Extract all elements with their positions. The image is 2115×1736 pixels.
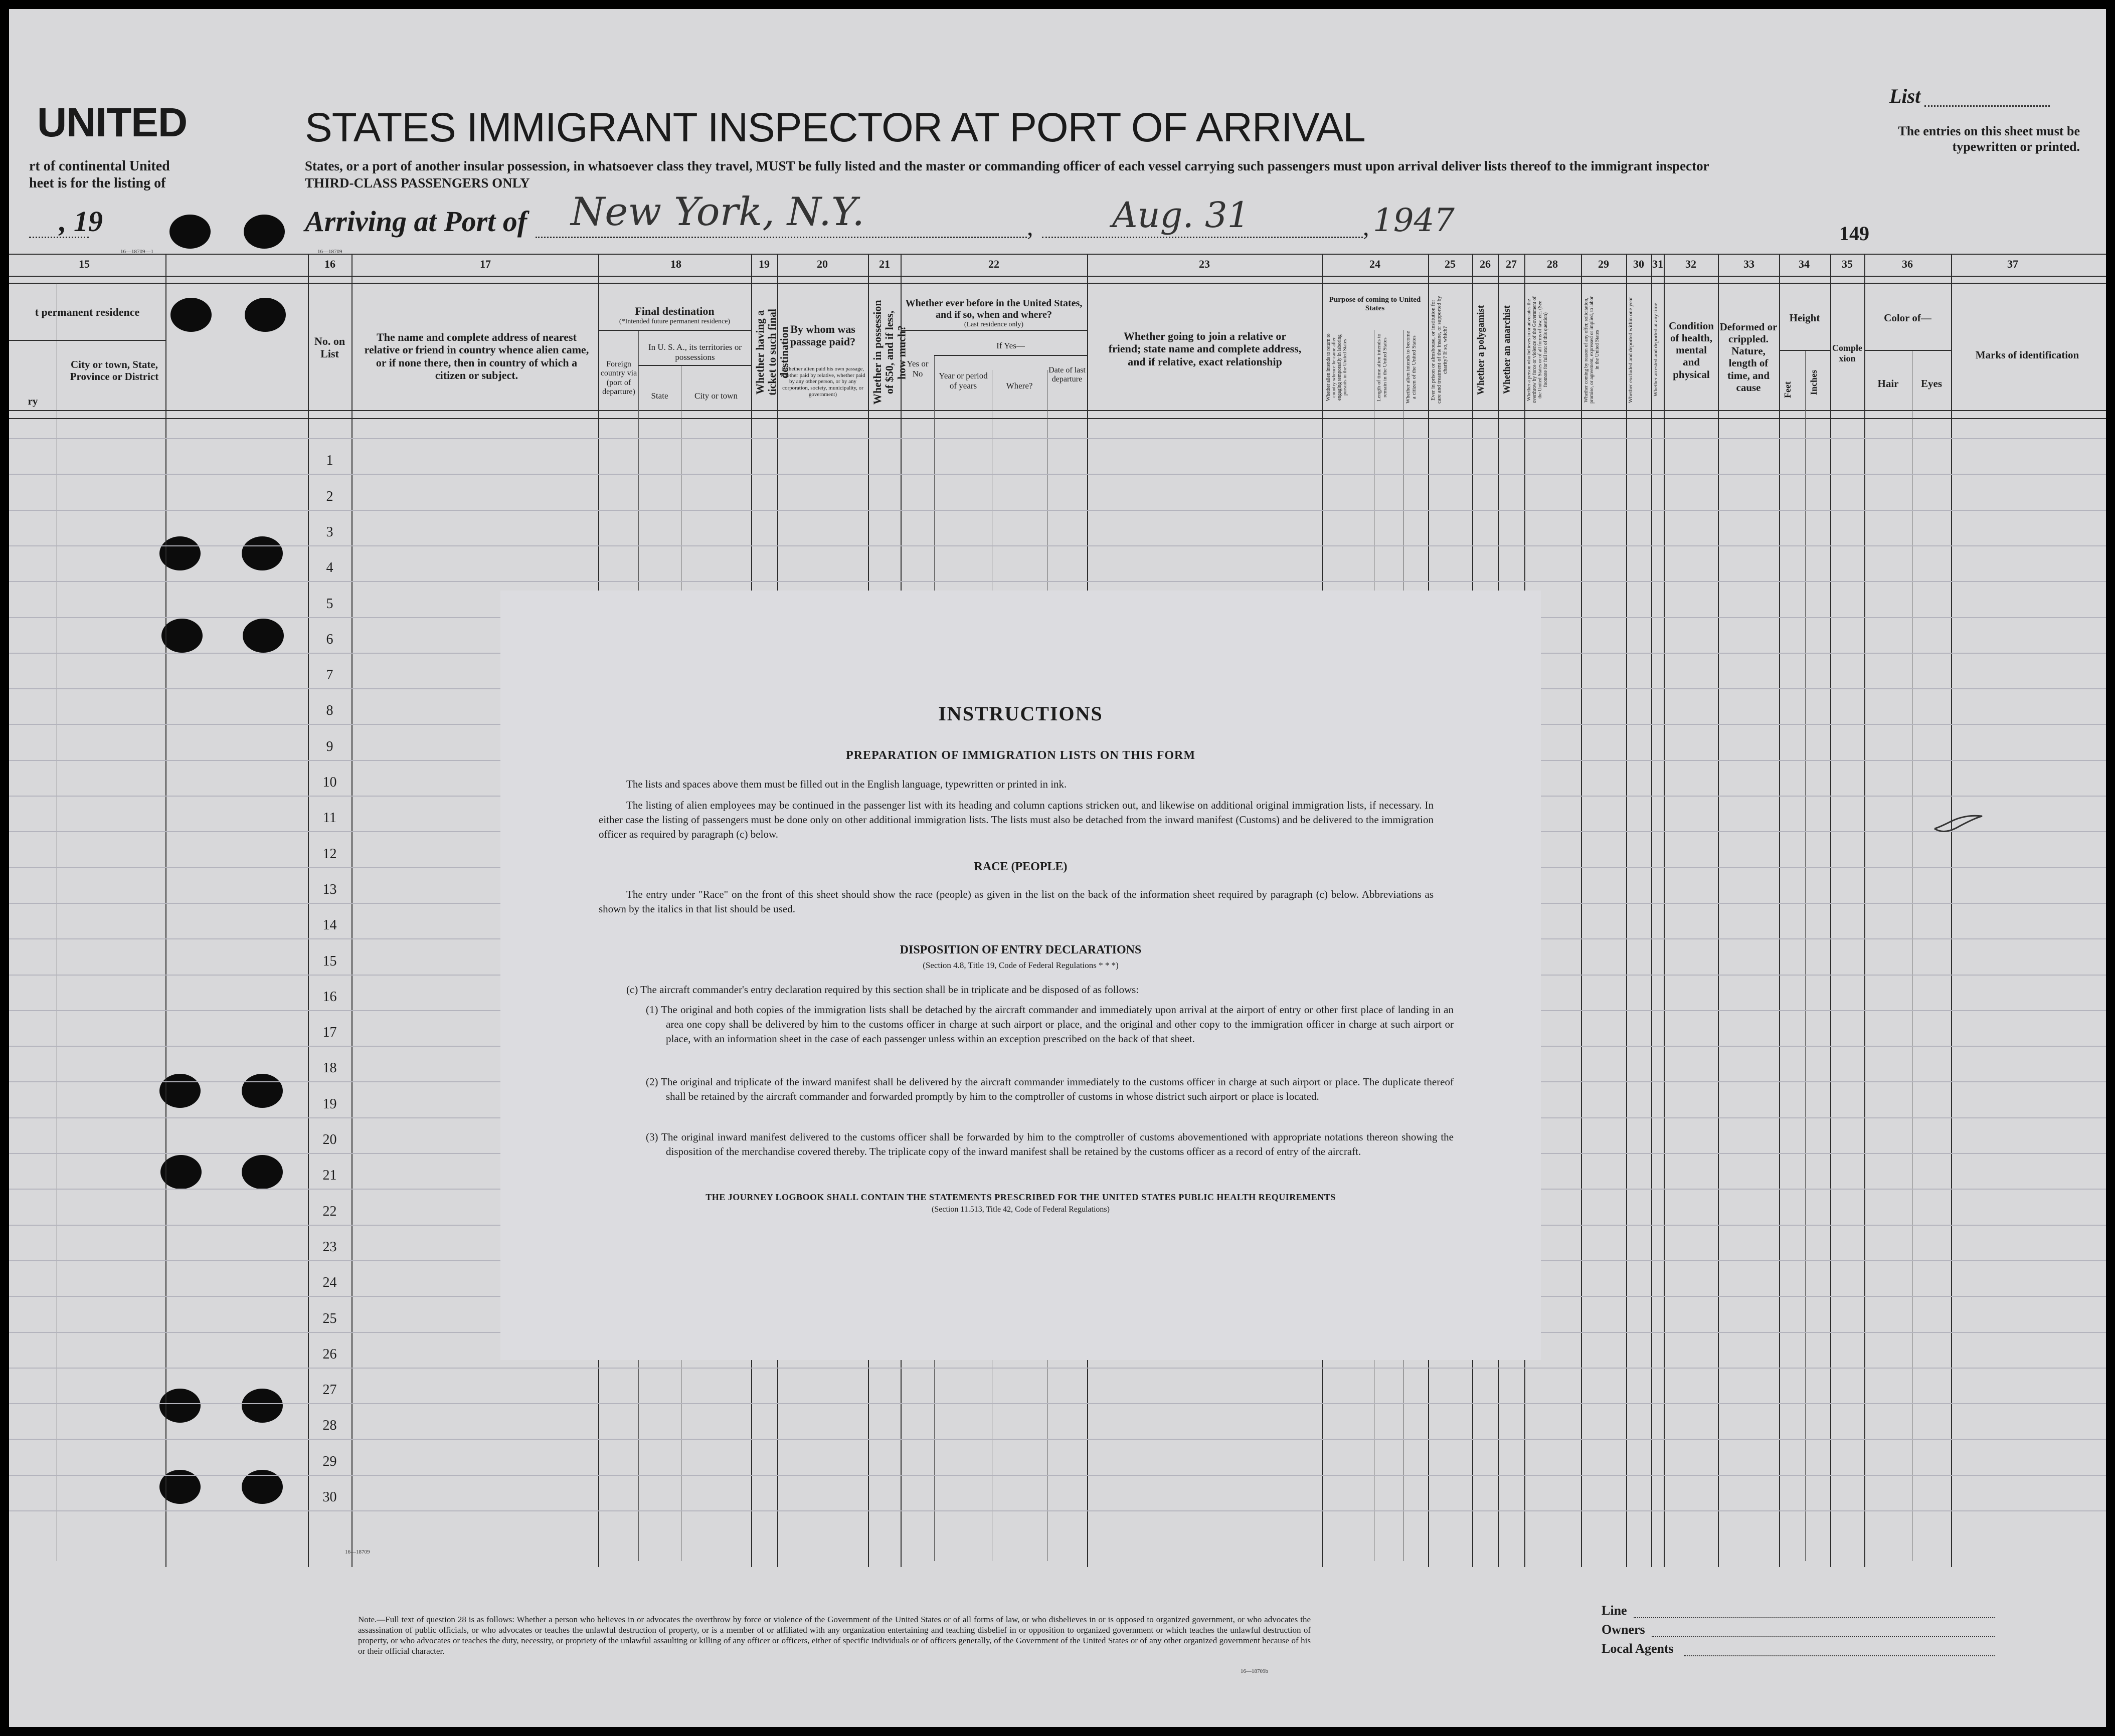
instructions-heading-1: PREPARATION OF IMMIGRATION LISTS ON THIS FORM <box>845 749 1196 762</box>
column-number: 25 <box>1445 258 1456 270</box>
column-number: 21 <box>879 258 890 270</box>
punch-hole <box>161 619 203 653</box>
col24-b: Length of time alien intends to remain in the United States <box>1376 333 1388 402</box>
row-number: 7 <box>326 667 333 683</box>
page-title: STATES IMMIGRANT INSPECTOR AT PORT OF ARRIVAL <box>305 105 1365 150</box>
row-number: 13 <box>322 882 337 897</box>
col32-header: Condition of health, mental and physical <box>1669 320 1714 380</box>
row-number: 11 <box>323 810 336 826</box>
row-number: 12 <box>322 846 337 862</box>
row-number: 15 <box>322 953 337 969</box>
row-rule <box>9 1403 2106 1404</box>
punch-hole <box>170 298 212 332</box>
row-number: 22 <box>322 1204 337 1219</box>
column-number: 37 <box>2007 258 2018 270</box>
column-number: 17 <box>480 258 491 270</box>
col16-header: No. on List <box>314 335 345 360</box>
punch-hole <box>160 1155 202 1189</box>
column-number: 16 <box>324 258 335 270</box>
col18-city: City or town <box>694 391 738 401</box>
row-number: 9 <box>326 739 333 754</box>
row-rule <box>9 1439 2106 1440</box>
row-number: 19 <box>322 1096 337 1112</box>
column-number: 26 <box>1480 258 1491 270</box>
row-rule <box>9 545 2106 546</box>
instructions-panel <box>500 591 1541 1360</box>
column-number: 33 <box>1743 258 1754 270</box>
instructions-para-5: (1) The original and both copies of the immigration lists shall be detached by the aircraft commander and immediately upon arrival at the airport of entry or other first place of landing in an area one copy shall be delivered by him to the customs officer in charge at such airport or place, and the original and other copy to the immigration officer in charge at such airport or place, with an information sheet in the case of each passenger unless within an exception prescribed on the back of that sheet. <box>646 1004 1454 1045</box>
row-number: 8 <box>326 703 333 718</box>
col22-ifyes: If Yes— <box>996 341 1025 350</box>
column-number: 31 <box>1652 258 1663 270</box>
row-rule <box>9 438 2106 439</box>
row-number: 21 <box>322 1168 337 1183</box>
instructions-para-7: (3) The original inward manifest delivered to the customs officer shall be forwarded by him to the comptroller of customs abovementioned with appropriate notations thereon showing the disposition of the merchandise covered thereby. The triplicate copy of the inward manifest shall be retained by the customs officer as a record of entry of the aircraft. <box>646 1131 1454 1158</box>
col19-header: Whether having a ticket to such final destination <box>754 309 791 396</box>
column-number: 34 <box>1799 258 1810 270</box>
row-number: 2 <box>326 489 333 504</box>
col24-a: Whether alien intends to return to country whence he came after engaging temporarily in laboring pursuits in the United States <box>1326 333 1348 402</box>
column-number: 24 <box>1369 258 1380 270</box>
col18-title: Final destination <box>635 305 715 317</box>
column-number: 23 <box>1199 258 1210 270</box>
row-number: 16 <box>322 989 337 1005</box>
col15-header: t permanent residence <box>35 306 140 318</box>
row-number: 30 <box>322 1489 337 1505</box>
column-number: 20 <box>817 258 828 270</box>
year-handwritten: 1947 <box>1373 202 1455 239</box>
col25-header: Ever in prison or almshouse, or institution for care and treatment of the insane, or supported by charity? If so, which? <box>1430 296 1449 404</box>
header-instruction-line-1: States, or a port of another insular possession, in whatsoever class they travel, MUST be fully listed and the master or commanding officer of each vessel carrying such passengers must upon arrival deliver lists thereof to the immigrant inspector <box>305 158 1709 173</box>
row-rule <box>9 581 2106 582</box>
instructions-heading-2: RACE (PEOPLE) <box>974 860 1068 873</box>
col17-header: The name and complete address of nearest relative or friend in country whence alien came, or if none there, then in country of which a citizen or subject. <box>364 331 589 381</box>
col34-title: Height <box>1789 312 1820 324</box>
col15-left: ry <box>28 395 38 407</box>
sheet-number: 149 <box>1839 222 1869 245</box>
row-number: 10 <box>322 775 337 790</box>
row-number: 4 <box>326 560 333 575</box>
form-code: 16—18709 <box>345 1549 370 1555</box>
column-number: 22 <box>988 258 999 270</box>
punch-hole <box>242 1155 283 1189</box>
col34-feet: Feet <box>1783 381 1793 399</box>
instructions-title: INSTRUCTIONS <box>938 702 1103 725</box>
punch-hole <box>242 536 283 570</box>
row-number: 28 <box>322 1418 337 1433</box>
instructions-para-1: The lists and spaces above them must be filled out in the English language, typewritten or printed in ink. <box>626 778 1067 790</box>
col20-title: By whom was passage paid? <box>790 323 856 348</box>
col18-foreign: Foreign country via (port of departure) <box>600 360 637 397</box>
entries-note: The entries on this sheet must be typewritten or printed. <box>1898 124 2080 154</box>
row-number: 26 <box>322 1346 337 1362</box>
form-code: 16—18709 <box>317 249 342 255</box>
col33-header: Deformed or crippled. Nature, length of time, and cause <box>1719 321 1778 394</box>
row-number: 18 <box>322 1060 337 1076</box>
row-number: 14 <box>322 917 337 933</box>
port-handwritten: New York, N.Y. <box>571 189 865 235</box>
col23-header: Whether going to join a relative or friend; state name and complete address, and if relative, exact relationship <box>1108 330 1302 368</box>
footnote: Note.—Full text of question 28 is as follows: Whether a person who believes in or advocates the overthrow by force or violence of the Government of the United States or of all forms of law, or who disbelieves in or is opposed to organized government, or who advocates the assassination of public officials, or who advocates or teaches the unlawful destruction of property, or is a member of or affiliated with any organization entertaining and teaching disbelief in or opposition to organized government or which teaches the unlawful destruction of property, or who advocates or teaches the duty, necessity, or propriety of the unlawful assaulting or killing of any officer or officers, either of specific individuals or of officers generally, of the Government of the United States or of any other organized government because of his or their official character. <box>358 1615 1311 1656</box>
row-number: 5 <box>326 596 333 612</box>
date-handwritten: Aug. 31 <box>1112 195 1250 236</box>
column-number: 30 <box>1633 258 1644 270</box>
punch-hole <box>243 619 284 653</box>
left-year-label: , 19 <box>59 205 103 238</box>
left-subtitle-line-2: heet is for the listing of <box>29 175 166 191</box>
col22-year: Year or period of years <box>939 371 988 391</box>
col28-header: Whether a person who believes in or advocates the overthrow by force or violence of the Government of the United States or of all forms of law, etc. (See footnote for full text of this question) <box>1526 296 1548 404</box>
row-number: 23 <box>322 1239 337 1255</box>
row-number: 6 <box>326 632 333 647</box>
form-code: 16—18709b <box>1241 1668 1268 1674</box>
col34-inches: Inches <box>1809 370 1819 396</box>
row-rule <box>9 1510 2106 1511</box>
col22-title: Whether ever before in the United States, and if so, when and where? <box>905 298 1083 320</box>
col21-header: Whether in possession of $50, and if less, how much? <box>871 300 908 405</box>
col26-header: Whether a polygamist <box>1476 305 1486 395</box>
instructions-para-3: The entry under "Race" on the front of this sheet should show the race (people) as given in the list on the back of the information sheet required by paragraph (c) below. Abbreviations as shown by the italics in that list should be used. <box>599 888 1434 915</box>
arriving-label: Arriving at Port of <box>305 205 527 238</box>
instructions-para-2: The listing of alien employees may be continued in the passenger list with its heading and column captions stricken out, and likewise on additional original immigration lists, if necessary. In either case the listing of passengers must be done only on other additional immigration lists. The lists must also be detached from the inward manifest (Customs) and be delivered to the immigration officer as required by paragraph (c) below. <box>599 799 1434 840</box>
column-number: 27 <box>1506 258 1517 270</box>
col30-header: Whether excluded and deported within one year <box>1628 297 1634 403</box>
header-instruction-line-2: THIRD-CLASS PASSENGERS ONLY <box>305 175 530 190</box>
col36-eyes: Eyes <box>1921 377 1942 390</box>
row-number: 1 <box>326 453 333 468</box>
row-number: 20 <box>322 1132 337 1147</box>
instructions-heading-4: THE JOURNEY LOGBOOK SHALL CONTAIN THE STATEMENTS PRESCRIBED FOR THE UNITED STATES PUBLIC HEALTH REQUIREMENTS <box>706 1192 1336 1202</box>
punch-hole <box>242 1389 283 1423</box>
row-number: 27 <box>322 1382 337 1398</box>
col35-header: Complexion <box>1832 343 1862 363</box>
row-number: 3 <box>326 524 333 540</box>
row-rule <box>9 510 2106 511</box>
row-rule <box>9 474 2106 475</box>
col36-title: Color of— <box>1884 312 1931 324</box>
punch-hole <box>242 1074 283 1108</box>
column-number: 19 <box>759 258 770 270</box>
col37-header: Marks of identification <box>1975 349 2079 361</box>
column-number: 29 <box>1598 258 1609 270</box>
manifest-sheet: UNITED STATES IMMIGRANT INSPECTOR AT PORT OF ARRIVAL rt of continental United heet is for the listing of States, or a port of another insular possession, in whatsoever class they travel, MUST be fully listed and the master or commanding officer of each vessel carrying such passengers must upon arrival deliver lists thereof to the immigrant inspector THIRD-CLASS PASSENGERS ONLY , 19 Arriving at Port of New York, N.Y. , Aug. 31 , 1947 List The entries on this sheet must be typewritten or printed. 149 15 16 17 18 19 20 21 22 23 24 25 26 27 28 29 30 31 32 33 34 35 36 37 t permanent residence ry City or town, State, Province or District No. on List The name and complete address of nearest relative or friend in country whence alien came, or if none there, then in country of which a citizen or subject. Final destination (*Intended future permanent residence) Foreign country via (port of departure) In U. S. A., its territories or possessions State City or town Whether having a ticket to such final destination By whom was passage paid? (Whether alien paid his own passage, whether paid by relative, whether paid by any other person, or by any corporation, society, municipality, or government) Whether in possession of $50, and if less, how much? Whether ever before in the United States, and if so, when and where? (Last residence only) Yes or No If Yes— Year or period of years Where? Date of last departure Whether going to join a relative or friend; state name and complete address, and if relative, exact relationship Purpose of coming to United States Whether alien intends to return to country whence he came after engaging temporarily in laboring pursuits in the United States Length of time alien intends to remain in the United States Whether alien intends to become a citizen of the United States Ever in prison or almshouse, or institution for care and treatment of the insane, or supported by charity? If so, which? Whether a polygamist Whether an anarchist Whether a person who believes in or advocates the overthrow by force or violence of the Government of the United States or of all forms of law, etc. (See footnote for full text of this question) Whether coming by reason of any offer, solicitation, promise, or agreement, expressed or implied, to labor in the United States Whether excluded and deported within one year Whether arrested and deported at any time Condition of health, mental and physical Deformed or crippled. Nature, length of time, and cause Height Feet Inches Complexion Color of— Hair Eyes Marks of identification 16—18709—1 16—18709 16—18709 1 2 3 4 5 6 7 8 9 10 11 12 13 14 15 16 17 18 19 20 21 22 23 24 25 26 27 28 29 30 INSTRUCTIONS PREPARATION OF IMMIGRATION LISTS ON THIS FORM The lists and spaces above them must be filled out in the English language, typewritten or printed in ink. The listing of alien employees may be continued in the passenger list with its heading and column captions stricken out, and likewise on additional original immigration lists, if necessary. In either case the listing of passengers must be done only on other additional immigration lists. The lists must also be detached from the inward manifest (Customs) and be delivered to the immigration officer as required by paragraph (c) below. RACE (PEOPLE) The entry under "Race" on the front of this sheet should show the race (people) as given in the list on the back of the information sheet required by paragraph (c) below. Abbreviations as shown by the italics in that list should be used. DISPOSITION OF ENTRY DECLARATIONS (Section 4.8, Title 19, Code of Federal Regulations * * *) (c) The aircraft commander's entry declaration required by this section shall be in triplicate and be disposed of as follows: (1) The original and both copies of the immigration lists shall be detached by the aircraft commander and immediately upon arrival at the airport of entry or other first place of landing in an area one copy shall be delivered by him to the customs officer in charge at such airport or place, and the original and other copy to the immigration officer in charge at such airport or place, with an information sheet in the case of each passenger unless within an exception prescribed on the back of that sheet. (2) The original and triplicate of the inward manifest shall be delivered by the aircraft commander immediately to the customs officer in charge at such airport or place. The duplicate thereof shall be retained by the aircraft commander and forwarded promptly by him to the comptroller of customs in whose district such airport or place is located. (3) The original inward manifest delivered to the customs officer shall be forwarded by him to the comptroller of customs abovementioned with appropriate notations thereon showing the disposition of the merchandise covered thereby. The triplicate copy of the inward manifest shall be retained by the customs officer as a record of entry of the aircraft. THE JOURNEY LOGBOOK SHALL CONTAIN THE STATEMENTS PRESCRIBED FOR THE UNITED STATES PUBLIC HEALTH REQUIREMENTS (Section 11.513, Title 42, Code of Federal Regulations) Note.—Full text of question 28 is as follows: Whether a person who believes in or advocates the overthrow by force or violence of the Government of the United States or of all forms of law, or who disbelieves in or is opposed to organized government, or who advocates the assassination of public officials, or who advocates or teaches the unlawful destruction of property, or is a member of or affiliated with any organization entertaining and teaching disbelief in or opposition to organized government or which teaches the unlawful destruction of property, or who advocates or teaches the duty, necessity, or propriety of the unlawful assaulting or killing of any officer or officers, either of specific individuals or of officers generally, of the Government of the United States or of any other organized government because of his or their official character. 16—18709b Line Owners Local Agents <box>9 9 2106 1727</box>
col27-header: Whether an anarchist <box>1502 305 1512 395</box>
form-code: 16—18709—1 <box>120 249 153 255</box>
col18-usa: In U. S. A., its territories or possessions <box>648 342 742 362</box>
row-rule <box>9 1368 2106 1369</box>
row-number: 24 <box>322 1275 337 1290</box>
col36-hair: Hair <box>1877 377 1899 390</box>
footer-agents-label: Local Agents <box>1602 1641 1674 1656</box>
punch-hole <box>169 215 211 249</box>
column-number: 18 <box>670 258 681 270</box>
col22-date: Date of last departure <box>1048 366 1086 384</box>
left-subtitle-line-1: rt of continental United <box>29 158 170 174</box>
instructions-para-6: (2) The original and triplicate of the inward manifest shall be delivered by the aircraft commander immediately to the customs officer in charge at such airport or place. The duplicate thereof shall be retained by the aircraft commander and forwarded promptly by him to the comptroller of customs in whose district such airport or place is located. <box>646 1076 1454 1102</box>
row-number: 17 <box>322 1025 337 1040</box>
column-number: 32 <box>1685 258 1696 270</box>
punch-hole <box>244 215 285 249</box>
instructions-para-4: (c) The aircraft commander's entry declaration required by this section shall be in triplicate and be disposed of as follows: <box>626 984 1139 996</box>
list-label: List <box>1889 85 1921 107</box>
col31-header: Whether arrested and deported at any time <box>1653 303 1659 397</box>
col29-header: Whether coming by reason of any offer, solicitation, promise, or agreement, expressed or implied, to labor in the United States <box>1583 296 1600 404</box>
instructions-heading-3-sub: (Section 4.8, Title 19, Code of Federal Regulations * * *) <box>923 960 1119 970</box>
footer-owners-label: Owners <box>1602 1622 1645 1637</box>
col22-where: Where? <box>1006 381 1033 391</box>
col18-state: State <box>651 391 668 401</box>
row-number: 25 <box>322 1311 337 1326</box>
column-number: 15 <box>79 258 90 270</box>
col20-note: (Whether alien paid his own passage, whether paid by relative, whether paid by any other person, or by any corporation, society, municipality, or government) <box>780 366 865 398</box>
column-number: 36 <box>1902 258 1913 270</box>
instructions-heading-3: DISPOSITION OF ENTRY DECLARATIONS <box>900 943 1142 956</box>
punch-hole <box>245 298 286 332</box>
col24-title: Purpose of coming to United States <box>1329 296 1421 313</box>
col15-city: City or town, State, Province or District <box>70 358 159 383</box>
left-title-fragment: UNITED <box>37 100 188 145</box>
row-number: 29 <box>322 1454 337 1469</box>
col18-note: (*Intended future permanent residence) <box>619 318 731 325</box>
col24-c: Whether alien intends to become a citizen of the United States <box>1405 331 1418 404</box>
row-rule <box>9 1475 2106 1476</box>
col22-note: (Last residence only) <box>964 321 1024 328</box>
handwritten-mark <box>1929 811 1985 836</box>
column-number: 35 <box>1842 258 1853 270</box>
col22-yesno: Yes or No <box>907 359 929 378</box>
footer-line-label: Line <box>1602 1603 1627 1618</box>
column-number: 28 <box>1547 258 1558 270</box>
instructions-heading-4-sub: (Section 11.513, Title 42, Code of Federal Regulations) <box>932 1205 1110 1214</box>
